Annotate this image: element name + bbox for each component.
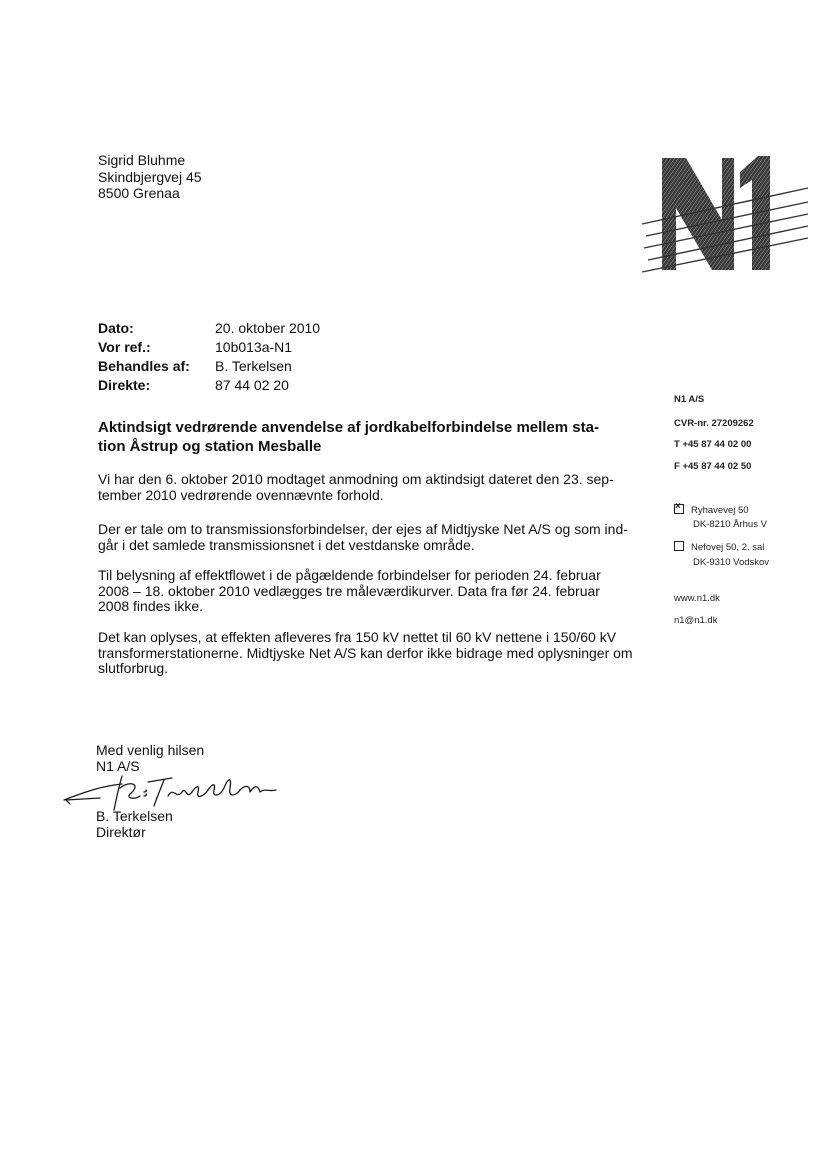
signer <box>96 808 173 840</box>
meta-row-reference <box>98 338 320 357</box>
empty-box-icon <box>674 541 684 551</box>
address-line: DK-9310 Vodskov <box>693 557 770 568</box>
meta-row-handler <box>98 357 320 376</box>
paragraph-line: slutforbrug. <box>98 660 169 676</box>
body-paragraph-2 <box>98 522 638 553</box>
letter-subject <box>98 418 618 456</box>
meta-row-date <box>98 319 320 338</box>
address-line: Nefovej 50, 2. sal <box>691 542 765 553</box>
recipient-address <box>98 152 202 202</box>
sidebar-address-2 <box>674 541 764 553</box>
body-paragraph-4 <box>98 630 638 677</box>
address-line: DK-8210 Århus V <box>693 519 767 530</box>
paragraph-line: Der er tale om to transmissionsforbindelser, der ejes af Midtjyske Net A/S og som ind- <box>98 521 628 537</box>
signer-name: B. Terkelsen <box>96 808 173 824</box>
paragraph-line: Til belysning af effektflowet i de pågældende forbindelser for perioden 24. februar <box>98 567 601 583</box>
body-paragraph-3 <box>98 568 638 615</box>
signer-title: Direktør <box>96 824 146 840</box>
n1-logo <box>640 150 810 278</box>
subject-line: tion Åstrup og station Mesballe <box>98 438 322 455</box>
recipient-street: Skindbjergvej 45 <box>98 168 202 185</box>
meta-label: Dato: <box>98 320 134 336</box>
sidebar-cvr: CVR-nr. 27209262 <box>674 418 754 429</box>
meta-label: Direkte: <box>98 377 151 393</box>
meta-value: 10b013a-N1 <box>215 339 293 355</box>
sidebar-web: www.n1.dk <box>674 593 720 604</box>
closing-company: N1 A/S <box>96 758 140 774</box>
body-paragraph-1 <box>98 472 638 503</box>
meta-value: 87 44 02 20 <box>215 377 289 393</box>
paragraph-line: Vi har den 6. oktober 2010 modtaget anmodning om aktindsigt dateret den 23. sep- <box>98 471 614 487</box>
paragraph-line: går i det samlede transmissionsnet i det vestdanske område. <box>98 536 475 553</box>
paragraph-line: tember 2010 vedrørende ovennævnte forhold. <box>98 486 384 503</box>
letter-meta <box>98 319 320 395</box>
sidebar-company: N1 A/S <box>674 394 705 405</box>
sidebar-fax: F +45 87 44 02 50 <box>674 461 752 472</box>
sidebar-email: n1@n1.dk <box>674 615 718 626</box>
paragraph-line: transformerstationerne. Midtjyske Net A/S kan derfor ikke bidrage med oplysninger om <box>98 644 633 661</box>
subject-line: Aktindsigt vedrørende anvendelse af jordkabelforbindelse mellem sta- <box>98 419 599 436</box>
sidebar-address-1 <box>674 504 749 516</box>
address-line: Ryhavevej 50 <box>691 505 749 516</box>
meta-label: Behandles af: <box>98 358 190 374</box>
meta-label: Vor ref.: <box>98 339 151 355</box>
recipient-city: 8500 Grenaa <box>98 185 180 201</box>
closing-greeting: Med venlig hilsen <box>96 742 205 758</box>
checked-box-icon <box>674 504 684 514</box>
paragraph-line: Det kan oplyses, at effekten afleveres fra 150 kV nettet til 60 kV nettene i 150/60 kV <box>98 629 617 645</box>
meta-value: B. Terkelsen <box>215 358 292 374</box>
meta-value: 20. oktober 2010 <box>215 320 321 336</box>
recipient-name: Sigrid Bluhme <box>98 152 186 168</box>
paragraph-line: 2008 – 18. oktober 2010 vedlægges tre måleværdikurver. Data fra før 24. februar <box>98 582 600 599</box>
sidebar-phone: T +45 87 44 02 00 <box>674 439 752 450</box>
meta-row-direct <box>98 376 320 395</box>
paragraph-line: 2008 findes ikke. <box>98 598 204 614</box>
